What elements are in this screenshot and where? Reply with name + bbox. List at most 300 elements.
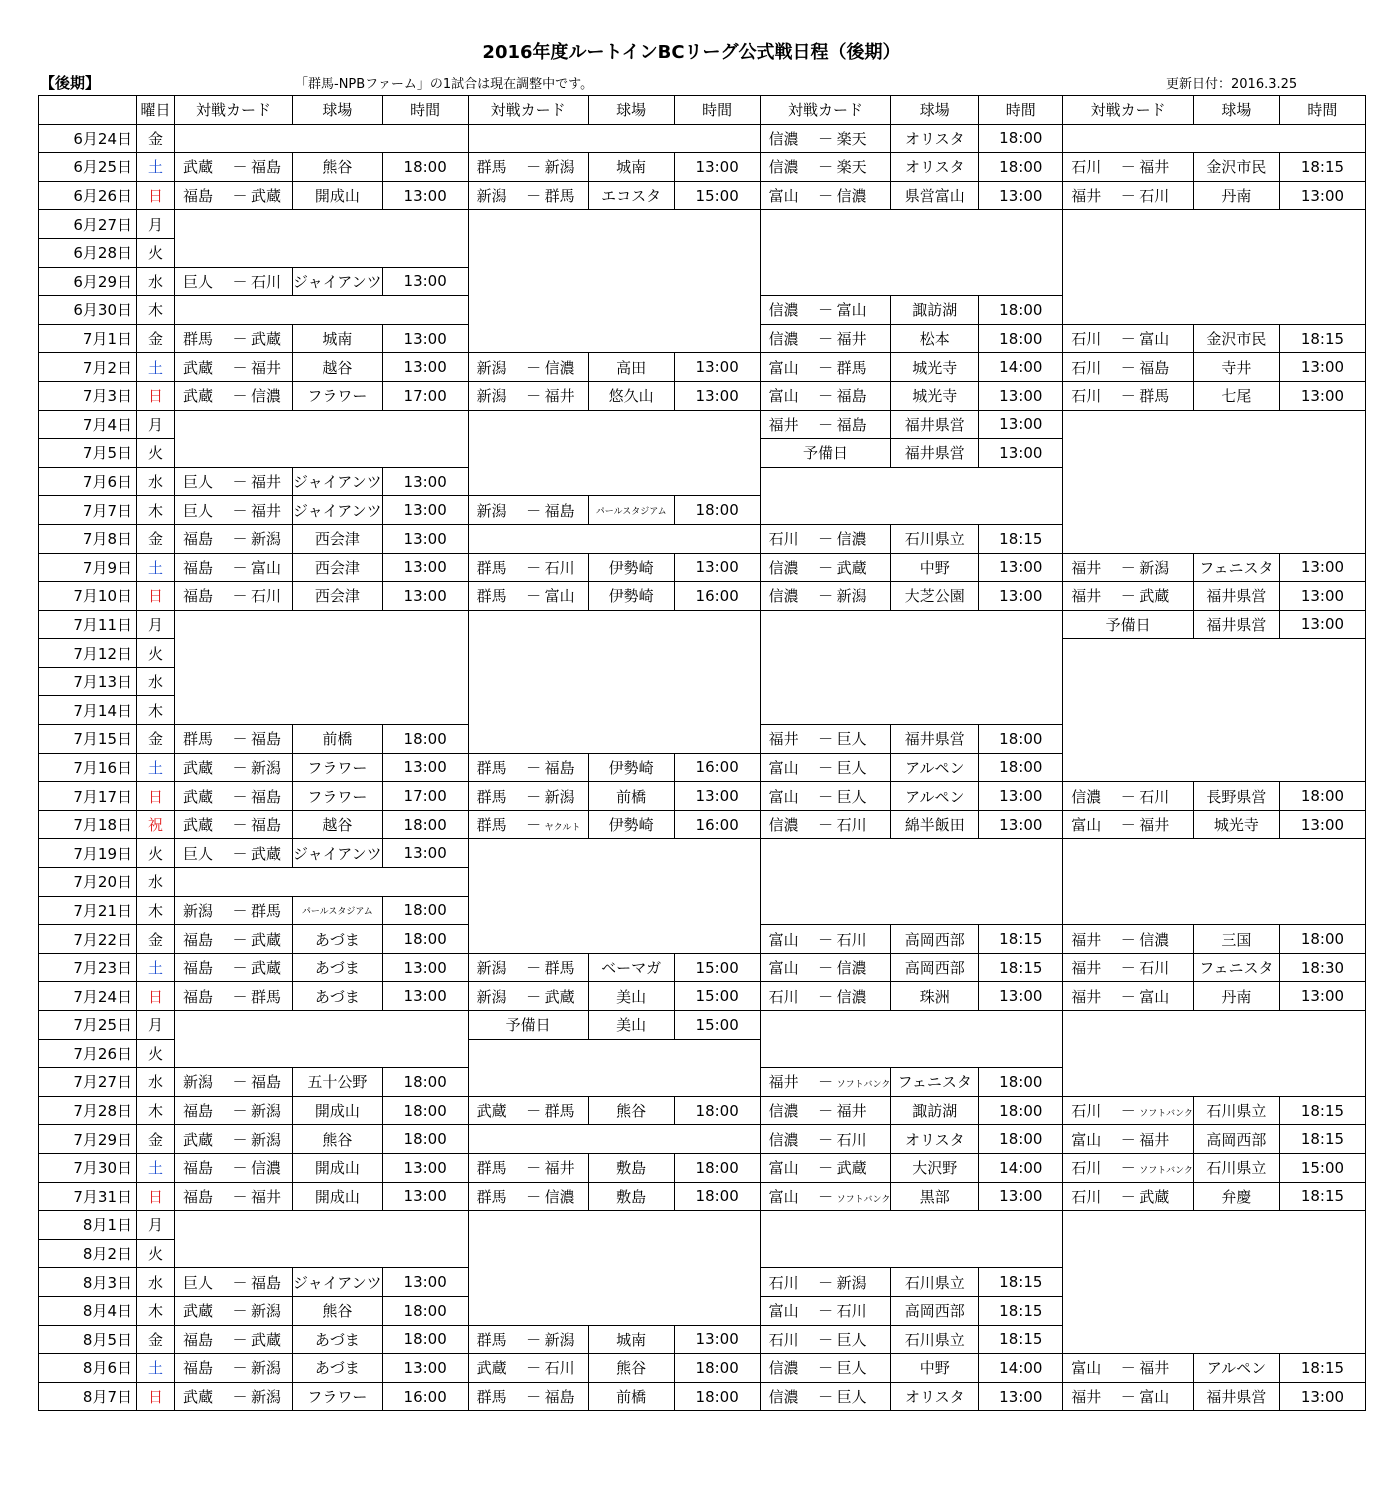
match-card xyxy=(175,1182,293,1211)
versus-dash: － xyxy=(232,844,248,863)
team-home: 群馬 xyxy=(476,758,507,777)
header-card: 対戦カード xyxy=(760,96,891,125)
match-card xyxy=(760,124,891,153)
table-row xyxy=(39,210,1366,239)
team-home: 福井 xyxy=(1071,930,1102,949)
team-home: 石川 xyxy=(1071,1187,1102,1206)
team-away: 武蔵 xyxy=(544,987,575,1006)
versus-dash: － xyxy=(818,530,834,549)
match-card xyxy=(1063,782,1194,811)
team-away: 新潟 xyxy=(544,787,575,806)
team-home: 新潟 xyxy=(183,901,214,920)
day-of-week-cell: 月 xyxy=(137,210,175,239)
time-cell: 18:00 xyxy=(382,1068,468,1097)
time-cell: 18:15 xyxy=(1279,324,1365,353)
time-cell: 18:15 xyxy=(979,953,1063,982)
date-cell: 7月9日 xyxy=(39,553,137,582)
team-home: 富山 xyxy=(1071,1130,1102,1149)
versus-dash: － xyxy=(1120,187,1136,206)
table-row xyxy=(39,410,1366,439)
match-card xyxy=(175,381,293,410)
date-cell: 7月29日 xyxy=(39,1125,137,1154)
venue-cell: 石川県立 xyxy=(891,1268,979,1297)
venue-cell: ジャイアンツ xyxy=(293,839,383,868)
team-away: 新潟 xyxy=(836,1273,867,1292)
day-of-week-cell: 日 xyxy=(137,1182,175,1211)
time-cell: 18:00 xyxy=(382,1125,468,1154)
match-card xyxy=(468,353,588,382)
team-away: 福井 xyxy=(836,330,867,349)
team-home: 武蔵 xyxy=(183,787,214,806)
empty-block xyxy=(760,839,1063,925)
day-of-week-cell: 日 xyxy=(137,582,175,611)
time-cell: 17:00 xyxy=(382,381,468,410)
team-home: 富山 xyxy=(768,1302,799,1321)
team-away: 富山 xyxy=(1139,330,1170,349)
time-cell: 18:00 xyxy=(979,1125,1063,1154)
reserve-day-cell: 予備日 xyxy=(468,1011,588,1040)
venue-cell: 城南 xyxy=(588,153,674,182)
date-cell: 7月23日 xyxy=(39,953,137,982)
table-row xyxy=(39,381,1366,410)
team-home: 新潟 xyxy=(476,387,507,406)
versus-dash: － xyxy=(818,758,834,777)
team-away: 武蔵 xyxy=(251,930,282,949)
team-home: 石川 xyxy=(1071,387,1102,406)
day-of-week-cell: 土 xyxy=(137,153,175,182)
time-cell: 13:00 xyxy=(979,582,1063,611)
match-card xyxy=(175,982,293,1011)
team-home: 巨人 xyxy=(183,844,214,863)
time-cell: 15:00 xyxy=(674,953,760,982)
time-cell: 13:00 xyxy=(979,439,1063,468)
time-cell: 13:00 xyxy=(674,782,760,811)
versus-dash: － xyxy=(1120,930,1136,949)
match-card xyxy=(175,925,293,954)
venue-cell: 諏訪湖 xyxy=(891,296,979,325)
time-cell: 18:00 xyxy=(979,296,1063,325)
team-away: 福島 xyxy=(836,415,867,434)
venue-cell: 熊谷 xyxy=(293,1125,383,1154)
day-of-week-cell: 日 xyxy=(137,1382,175,1411)
team-away: ソフトバンク xyxy=(836,1080,891,1091)
date-cell: 8月2日 xyxy=(39,1239,137,1268)
day-of-week-cell: 月 xyxy=(137,610,175,639)
match-card xyxy=(468,1382,588,1411)
time-cell: 18:00 xyxy=(382,725,468,754)
day-of-week-cell: 土 xyxy=(137,1153,175,1182)
venue-cell: エコスタ xyxy=(588,181,674,210)
day-of-week-cell: 土 xyxy=(137,353,175,382)
match-card xyxy=(175,1268,293,1297)
versus-dash: － xyxy=(526,1388,542,1407)
match-card xyxy=(760,810,891,839)
match-card xyxy=(760,324,891,353)
venue-cell: 西会津 xyxy=(293,553,383,582)
time-cell: 18:00 xyxy=(979,1068,1063,1097)
time-cell: 16:00 xyxy=(674,582,760,611)
header-card: 対戦カード xyxy=(468,96,588,125)
match-card xyxy=(468,1153,588,1182)
versus-dash: － xyxy=(818,330,834,349)
venue-cell: あづま xyxy=(293,925,383,954)
team-away: 福島 xyxy=(251,730,282,749)
empty-block xyxy=(468,1211,760,1325)
empty-block xyxy=(1063,410,1366,553)
team-home: 富山 xyxy=(768,187,799,206)
versus-dash: － xyxy=(232,787,248,806)
versus-dash: － xyxy=(1120,1187,1136,1206)
versus-dash: － xyxy=(526,1187,542,1206)
versus-dash: － xyxy=(232,930,248,949)
match-card xyxy=(468,782,588,811)
time-cell: 13:00 xyxy=(382,1354,468,1383)
team-home: 信濃 xyxy=(768,587,799,606)
team-home: 巨人 xyxy=(183,501,214,520)
match-card xyxy=(468,553,588,582)
team-home: 新潟 xyxy=(476,501,507,520)
time-cell: 13:00 xyxy=(1279,381,1365,410)
match-card xyxy=(760,353,891,382)
table-row xyxy=(39,124,1366,153)
team-away: 信濃 xyxy=(1139,930,1170,949)
day-of-week-cell: 金 xyxy=(137,1325,175,1354)
match-card xyxy=(175,1153,293,1182)
team-home: 福島 xyxy=(183,1359,214,1378)
venue-cell: 熊谷 xyxy=(588,1096,674,1125)
venue-cell: 高田 xyxy=(588,353,674,382)
team-away: 楽天 xyxy=(836,129,867,148)
venue-cell: 伊勢崎 xyxy=(588,553,674,582)
time-cell: 13:00 xyxy=(382,839,468,868)
schedule-body xyxy=(39,124,1366,1411)
venue-cell: パールスタジアム xyxy=(293,896,383,925)
date-cell: 6月30日 xyxy=(39,296,137,325)
time-cell: 18:15 xyxy=(1279,1125,1365,1154)
header-venue: 球場 xyxy=(588,96,674,125)
team-home: 信濃 xyxy=(1071,787,1102,806)
venue-cell: 長野県営 xyxy=(1193,782,1279,811)
time-cell: 13:00 xyxy=(382,1268,468,1297)
team-home: 巨人 xyxy=(183,272,214,291)
versus-dash: － xyxy=(232,758,248,777)
match-card xyxy=(1063,953,1194,982)
team-home: 富山 xyxy=(1071,816,1102,835)
date-cell: 7月16日 xyxy=(39,753,137,782)
team-away: 石川 xyxy=(1139,187,1170,206)
team-away: 信濃 xyxy=(251,387,282,406)
date-cell: 8月4日 xyxy=(39,1296,137,1325)
day-of-week-cell: 金 xyxy=(137,324,175,353)
date-cell: 7月20日 xyxy=(39,868,137,897)
team-away: 福井 xyxy=(251,473,282,492)
day-of-week-cell: 金 xyxy=(137,1125,175,1154)
team-away: ヤクルト xyxy=(544,823,581,834)
time-cell: 14:00 xyxy=(979,353,1063,382)
page-title: 2016年度ルートインBCリーグ公式戦日程（後期） xyxy=(482,42,901,63)
team-away: 福島 xyxy=(544,758,575,777)
venue-cell: 伊勢崎 xyxy=(588,753,674,782)
team-away: 楽天 xyxy=(836,158,867,177)
versus-dash: － xyxy=(818,1302,834,1321)
time-cell: 18:15 xyxy=(1279,1354,1365,1383)
venue-cell: 弁慶 xyxy=(1193,1182,1279,1211)
day-of-week-cell: 金 xyxy=(137,124,175,153)
venue-cell: 中野 xyxy=(891,553,979,582)
time-cell: 18:00 xyxy=(382,1096,468,1125)
table-row xyxy=(39,1382,1366,1411)
team-home: 福井 xyxy=(768,415,799,434)
time-cell: 18:00 xyxy=(382,153,468,182)
venue-cell: 敷島 xyxy=(588,1153,674,1182)
team-home: 福島 xyxy=(183,959,214,978)
team-home: 信濃 xyxy=(768,816,799,835)
versus-dash: － xyxy=(232,530,248,549)
versus-dash: － xyxy=(1120,959,1136,978)
versus-dash: － xyxy=(818,987,834,1006)
versus-dash: － xyxy=(818,158,834,177)
versus-dash: － xyxy=(526,758,542,777)
date-cell: 7月5日 xyxy=(39,439,137,468)
team-away: 群馬 xyxy=(544,1102,575,1121)
date-cell: 7月19日 xyxy=(39,839,137,868)
match-card xyxy=(1063,982,1194,1011)
match-card xyxy=(760,553,891,582)
venue-cell: 高岡西部 xyxy=(891,953,979,982)
venue-cell: 大芝公園 xyxy=(891,582,979,611)
time-cell: 13:00 xyxy=(674,381,760,410)
empty-block xyxy=(1063,1011,1366,1097)
venue-cell: 県営富山 xyxy=(891,181,979,210)
team-home: 武蔵 xyxy=(476,1359,507,1378)
time-cell: 18:15 xyxy=(979,1296,1063,1325)
team-home: 巨人 xyxy=(183,473,214,492)
header-venue: 球場 xyxy=(293,96,383,125)
team-home: 信濃 xyxy=(768,301,799,320)
versus-dash: － xyxy=(818,358,834,377)
day-of-week-cell: 金 xyxy=(137,725,175,754)
team-away: 新潟 xyxy=(251,758,282,777)
versus-dash: － xyxy=(818,1102,834,1121)
match-card xyxy=(1063,381,1194,410)
versus-dash: － xyxy=(232,1159,248,1178)
day-of-week-cell: 木 xyxy=(137,296,175,325)
team-home: 武蔵 xyxy=(183,358,214,377)
empty-block xyxy=(760,467,1063,524)
team-away: 石川 xyxy=(836,816,867,835)
date-cell: 8月7日 xyxy=(39,1382,137,1411)
empty-block xyxy=(1063,210,1366,324)
table-row xyxy=(39,810,1366,839)
team-home: 信濃 xyxy=(768,1102,799,1121)
time-cell: 18:15 xyxy=(1279,153,1365,182)
team-home: 信濃 xyxy=(768,1359,799,1378)
date-cell: 6月25日 xyxy=(39,153,137,182)
date-cell: 7月8日 xyxy=(39,524,137,553)
time-cell: 18:00 xyxy=(979,124,1063,153)
team-home: 信濃 xyxy=(768,158,799,177)
date-cell: 8月6日 xyxy=(39,1354,137,1383)
empty-block xyxy=(468,1125,760,1154)
versus-dash: － xyxy=(526,1359,542,1378)
time-cell: 14:00 xyxy=(979,1354,1063,1383)
time-cell: 18:15 xyxy=(1279,1182,1365,1211)
venue-cell: 高岡西部 xyxy=(1193,1125,1279,1154)
team-away: 福島 xyxy=(1139,358,1170,377)
match-card xyxy=(1063,1354,1194,1383)
venue-cell: 福井県営 xyxy=(1193,582,1279,611)
versus-dash: － xyxy=(232,473,248,492)
venue-cell: オリスタ xyxy=(891,1125,979,1154)
match-card xyxy=(1063,925,1194,954)
team-home: 石川 xyxy=(1071,330,1102,349)
team-home: 武蔵 xyxy=(183,816,214,835)
time-cell: 18:00 xyxy=(382,925,468,954)
time-cell: 13:00 xyxy=(674,1325,760,1354)
day-of-week-cell: 水 xyxy=(137,868,175,897)
team-home: 信濃 xyxy=(768,1130,799,1149)
venue-cell: 金沢市民 xyxy=(1193,324,1279,353)
team-home: 福島 xyxy=(183,530,214,549)
versus-dash: － xyxy=(232,330,248,349)
team-away: 群馬 xyxy=(1139,387,1170,406)
venue-cell: 丹南 xyxy=(1193,181,1279,210)
match-card xyxy=(760,753,891,782)
team-away: 福島 xyxy=(836,387,867,406)
match-card xyxy=(760,381,891,410)
team-away: 富山 xyxy=(836,301,867,320)
team-away: 信濃 xyxy=(836,987,867,1006)
date-cell: 6月29日 xyxy=(39,267,137,296)
empty-block xyxy=(468,839,760,953)
team-home: 石川 xyxy=(768,1330,799,1349)
venue-cell: 開成山 xyxy=(293,1096,383,1125)
team-away: 福島 xyxy=(251,816,282,835)
empty-block xyxy=(1063,1211,1366,1354)
venue-cell: 伊勢崎 xyxy=(588,582,674,611)
time-cell: 18:00 xyxy=(382,810,468,839)
team-away: 石川 xyxy=(1139,787,1170,806)
versus-dash: － xyxy=(232,1102,248,1121)
match-card xyxy=(1063,582,1194,611)
venue-cell: 中野 xyxy=(891,1354,979,1383)
versus-dash: － xyxy=(232,1187,248,1206)
team-away: 新潟 xyxy=(836,587,867,606)
day-of-week-cell: 祝 xyxy=(137,810,175,839)
time-cell: 13:00 xyxy=(1279,810,1365,839)
versus-dash: － xyxy=(526,558,542,577)
venue-cell: あづま xyxy=(293,982,383,1011)
team-home: 福井 xyxy=(768,1073,799,1092)
time-cell: 15:00 xyxy=(674,982,760,1011)
team-away: 福井 xyxy=(544,387,575,406)
team-away: 武蔵 xyxy=(251,959,282,978)
time-cell: 18:00 xyxy=(979,725,1063,754)
team-home: 富山 xyxy=(768,787,799,806)
versus-dash: － xyxy=(526,501,542,520)
table-row xyxy=(39,1096,1366,1125)
team-away: 信濃 xyxy=(836,187,867,206)
venue-cell: 福井県営 xyxy=(1193,610,1279,639)
time-cell: 13:00 xyxy=(1279,553,1365,582)
day-of-week-cell: 土 xyxy=(137,753,175,782)
venue-cell: 城光寺 xyxy=(891,353,979,382)
versus-dash: － xyxy=(1120,787,1136,806)
team-home: 信濃 xyxy=(768,558,799,577)
match-card xyxy=(175,553,293,582)
match-card xyxy=(175,1382,293,1411)
team-away: 福島 xyxy=(544,501,575,520)
team-home: 群馬 xyxy=(476,558,507,577)
table-row xyxy=(39,953,1366,982)
match-card xyxy=(1063,181,1194,210)
team-away: 武蔵 xyxy=(251,844,282,863)
venue-cell: 城光寺 xyxy=(1193,810,1279,839)
empty-block xyxy=(175,124,469,153)
time-cell: 18:00 xyxy=(674,496,760,525)
match-card xyxy=(175,1296,293,1325)
team-away: 福井 xyxy=(251,1187,282,1206)
team-away: 福井 xyxy=(251,501,282,520)
date-cell: 7月10日 xyxy=(39,582,137,611)
venue-cell: フラワー xyxy=(293,1382,383,1411)
match-card xyxy=(175,324,293,353)
date-cell: 7月15日 xyxy=(39,725,137,754)
venue-cell: 開成山 xyxy=(293,1182,383,1211)
venue-cell: ジャイアンツ xyxy=(293,467,383,496)
day-of-week-cell: 月 xyxy=(137,410,175,439)
venue-cell: 開成山 xyxy=(293,181,383,210)
empty-block xyxy=(1063,124,1366,153)
versus-dash: － xyxy=(818,1359,834,1378)
time-cell: 13:00 xyxy=(1279,582,1365,611)
time-cell: 18:00 xyxy=(674,1354,760,1383)
day-of-week-cell: 水 xyxy=(137,267,175,296)
match-card xyxy=(468,1096,588,1125)
day-of-week-cell: 水 xyxy=(137,1068,175,1097)
match-card xyxy=(760,1354,891,1383)
team-away: 武蔵 xyxy=(1139,1187,1170,1206)
team-home: 群馬 xyxy=(476,158,507,177)
empty-block xyxy=(175,410,469,467)
team-home: 富山 xyxy=(768,959,799,978)
day-of-week-cell: 木 xyxy=(137,696,175,725)
venue-cell: フェニスタ xyxy=(1193,553,1279,582)
date-cell: 8月1日 xyxy=(39,1211,137,1240)
venue-cell: 伊勢崎 xyxy=(588,810,674,839)
versus-dash: － xyxy=(526,959,542,978)
time-cell: 13:00 xyxy=(979,381,1063,410)
team-away: 信濃 xyxy=(544,358,575,377)
team-away: 群馬 xyxy=(836,358,867,377)
date-cell: 7月6日 xyxy=(39,467,137,496)
team-away: 武蔵 xyxy=(251,330,282,349)
team-away: 富山 xyxy=(251,558,282,577)
updated-date: 更新日付：2016.3.25 xyxy=(1166,77,1298,92)
team-home: 石川 xyxy=(1071,1102,1102,1121)
date-cell: 7月11日 xyxy=(39,610,137,639)
date-cell: 6月27日 xyxy=(39,210,137,239)
team-home: 新潟 xyxy=(476,358,507,377)
venue-cell: 越谷 xyxy=(293,353,383,382)
team-away: 福井 xyxy=(836,1102,867,1121)
time-cell: 14:00 xyxy=(979,1153,1063,1182)
venue-cell: 綿半飯田 xyxy=(891,810,979,839)
day-of-week-cell: 火 xyxy=(137,238,175,267)
date-cell: 6月26日 xyxy=(39,181,137,210)
team-home: 武蔵 xyxy=(183,387,214,406)
time-cell: 13:00 xyxy=(382,582,468,611)
